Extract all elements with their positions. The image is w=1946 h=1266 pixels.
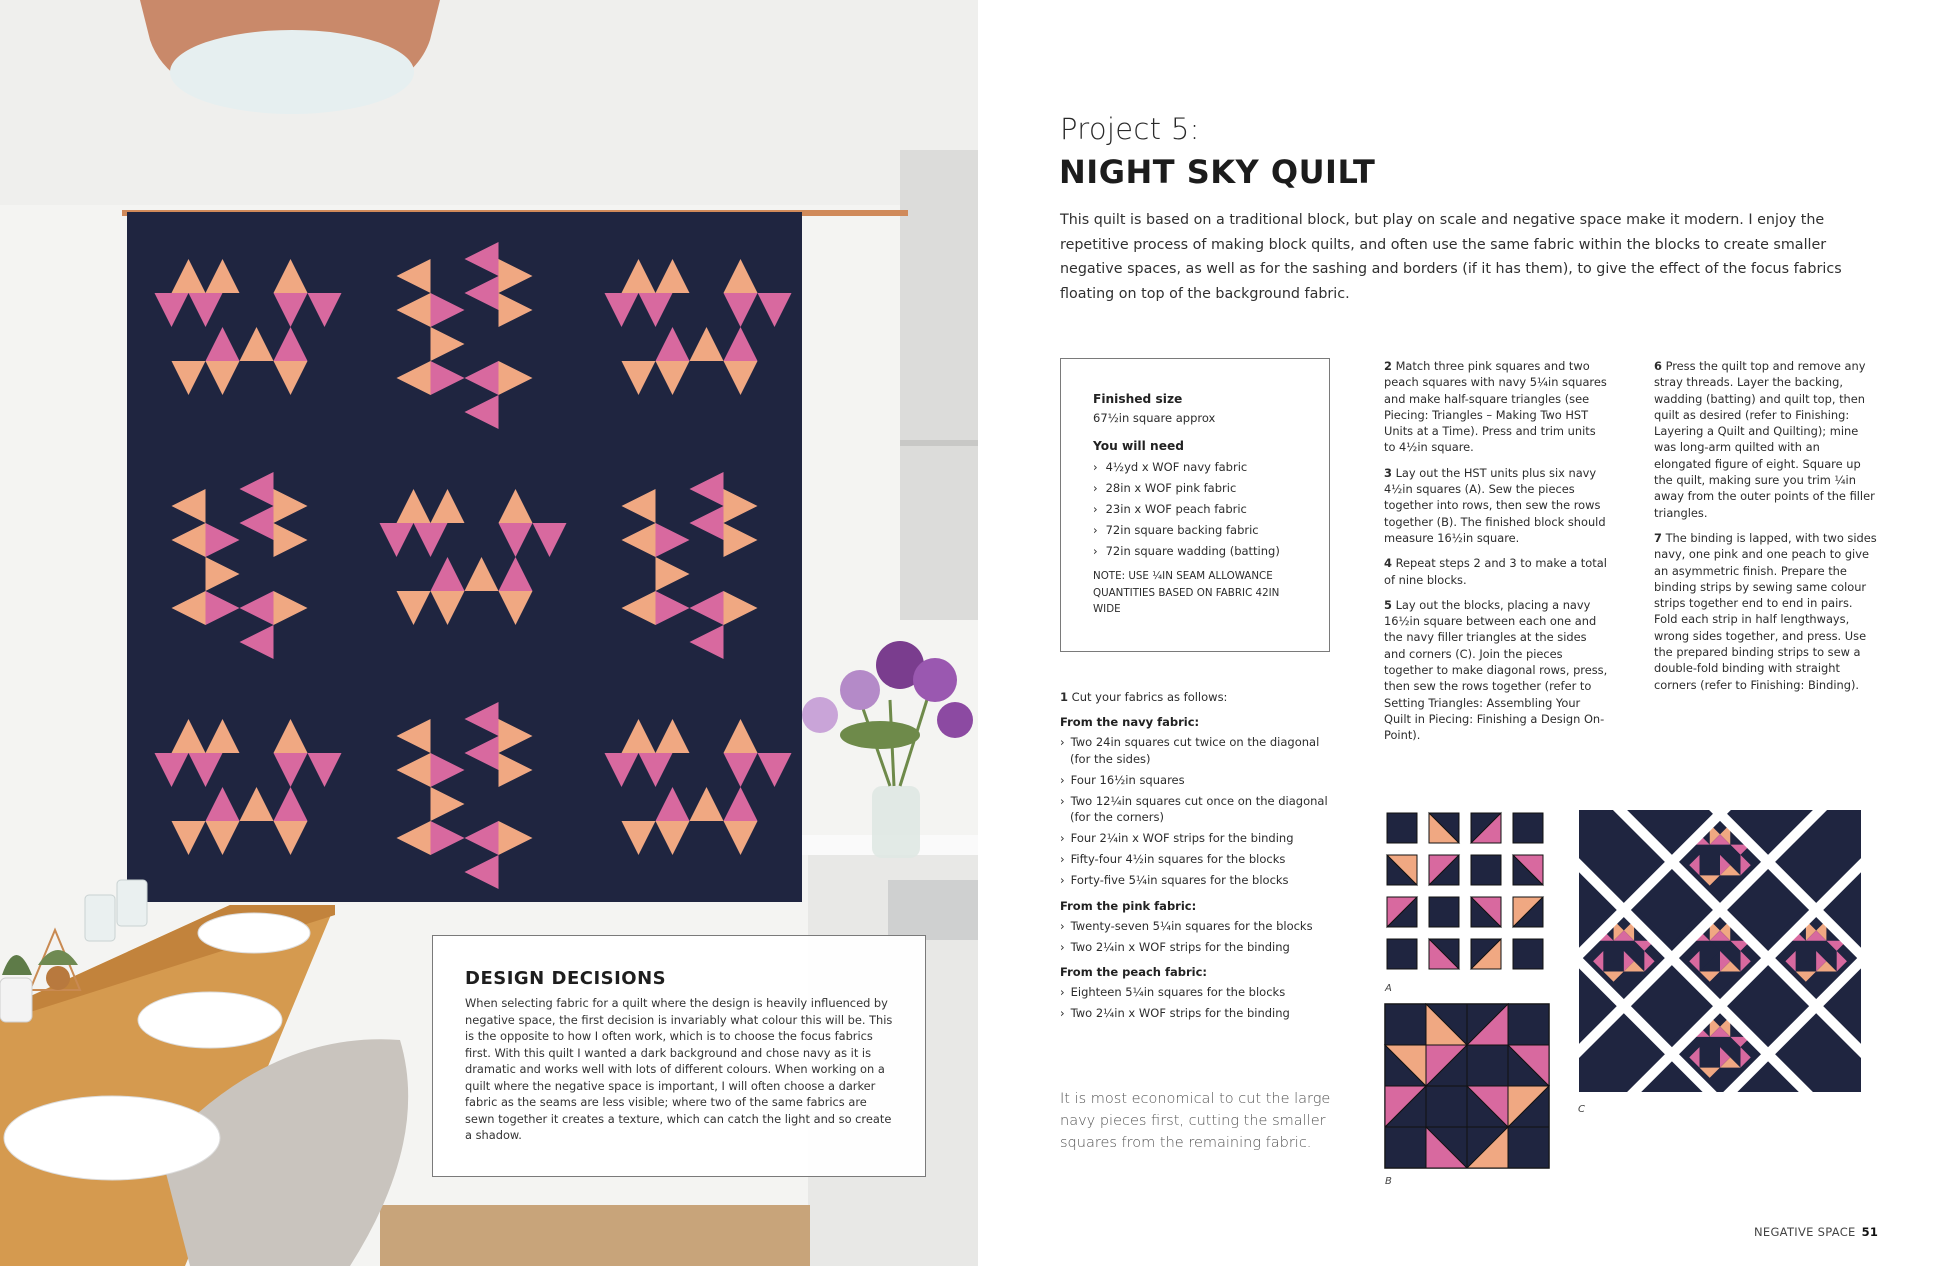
step-5 xyxy=(1384,597,1608,744)
diagram-c-label: C xyxy=(1578,1104,1585,1115)
step-text: Lay out the HST units plus six navy 4½in squares (A). Sew the pieces together into rows, then sew the rows together (B). The finished block should measure 16½in square. xyxy=(1384,465,1606,545)
you-will-need-heading: You will need xyxy=(1093,439,1184,453)
step-number: 6 xyxy=(1654,359,1662,373)
materials-item: › 4½yd x WOF navy fabric xyxy=(1093,457,1329,478)
materials-list xyxy=(1093,457,1329,562)
pink-cut-list xyxy=(1060,918,1340,956)
list-item: › Eighteen 5¼in squares for the blocks xyxy=(1060,984,1340,1001)
step-text: Repeat steps 2 and 3 to make a total of nine blocks. xyxy=(1384,556,1607,587)
block-cell xyxy=(1508,1004,1549,1045)
step-4 xyxy=(1384,555,1608,588)
page-footer xyxy=(1754,1225,1878,1239)
footer-section: NEGATIVE SPACE xyxy=(1754,1225,1856,1239)
step-text: The binding is lapped, with two sides navy, one pink and one peach to give an asymmetric finish. Prepare the binding strips by sewing same colour strips together end to end in pairs. Fold each strip in half lengthways, wrong sides together, and press. Use the prepared binding strips to sew a double-fold binding with straight corners (refer to Finishing: Binding). xyxy=(1654,530,1877,692)
diagram-a xyxy=(1384,810,1554,988)
peach-cut-list xyxy=(1060,984,1340,1022)
list-item: › Two 12¼in squares cut once on the diagonal (for the corners) xyxy=(1060,793,1340,826)
design-decisions-body: When selecting fabric for a quilt where the design is heavily influenced by negative space, the first decision is invariably what colour this will be. This is the opposite to how I often work, which is to choose the focus fabrics first. With this quilt I wanted a dark background and chose navy as it is dramatic and works well with lots of different colours. When working on a quilt where the negative space is important, I will often choose a darker fabric as the seams are less visible; where two of the same fabrics are sewn together it creates a texture, which can catch the light and so create a shadow. xyxy=(465,996,893,1142)
design-decisions-heading: DESIGN DECISIONS xyxy=(465,968,667,989)
step-6 xyxy=(1654,358,1878,521)
pink-heading: From the pink fabric: xyxy=(1060,898,1197,913)
economy-note: It is most economical to cut the large navy pieces first, cutting the smaller squares from the remaining fabric. xyxy=(1060,1091,1331,1151)
materials-item: › 28in x WOF pink fabric xyxy=(1093,478,1329,499)
page-title: NIGHT SKY QUILT xyxy=(1059,153,1376,191)
materials-item: › 23in x WOF peach fabric xyxy=(1093,499,1329,520)
navy-heading: From the navy fabric: xyxy=(1060,715,1200,729)
block-cell xyxy=(1429,897,1459,927)
step-7 xyxy=(1654,530,1878,693)
step-text: Lay out the blocks, placing a navy 16½in square between each one and the navy filler triangles at the sides and corners (C). Join the pieces together to make diagonal rows, press, then sew the rows together (refer to Setting Triangles: Assembling Your Quilt in Piecing: Finishing a Design On-Point). xyxy=(1384,597,1608,743)
block-cell xyxy=(1426,1086,1467,1127)
step-number: 7 xyxy=(1654,530,1662,545)
block-cell xyxy=(1385,1004,1426,1045)
step-number: 1 xyxy=(1060,690,1069,704)
step-text: Cut your fabrics as follows: xyxy=(1071,690,1228,704)
seam-note: NOTE: USE ¼IN SEAM ALLOWANCE QUANTITIES BASED ON FABRIC 42IN WIDE xyxy=(1093,570,1280,615)
block-cell xyxy=(1387,939,1417,969)
block-cell xyxy=(1387,813,1417,843)
step-text: Match three pink squares and two peach squares with navy 5¼in squares and make half-square triangles (see Piecing: Triangles – Making Two HST Units at a Time). Press and trim units to 4½in square. xyxy=(1384,359,1607,455)
steps-column-2 xyxy=(1384,358,1608,753)
diagram-a-label: A xyxy=(1385,983,1392,994)
step-number: 4 xyxy=(1384,556,1392,571)
materials-box xyxy=(1060,358,1330,652)
steps-column-3 xyxy=(1654,358,1878,702)
finished-size-heading: Finished size xyxy=(1093,392,1183,406)
block-cell xyxy=(1471,855,1501,885)
list-item: › Forty-five 5¼in squares for the blocks xyxy=(1060,872,1340,889)
list-item: › Two 24in squares cut twice on the diagonal (for the sides) xyxy=(1060,734,1340,767)
step-number: 3 xyxy=(1384,465,1392,480)
list-item: › Twenty-seven 5¼in squares for the blocks xyxy=(1060,918,1340,935)
project-label: Project 5: xyxy=(1060,112,1200,146)
block-cell xyxy=(1467,1045,1508,1086)
diagram-b-label: B xyxy=(1385,1176,1392,1187)
list-item: › Four 16½in squares xyxy=(1060,772,1340,789)
materials-item: › 72in square backing fabric xyxy=(1093,520,1329,541)
intro-paragraph: This quilt is based on a traditional block, but play on scale and negative space make it modern. I enjoy the repetitive process of making block quilts, and often use the same fabric within the blocks to create smaller negative spaces, as well as for the sashing and borders (if it has them), to give the effect of the focus fabrics floating on top of the background fabric. xyxy=(1060,212,1842,302)
block-cell xyxy=(1385,1127,1426,1168)
step-3 xyxy=(1384,465,1608,546)
step-number: 2 xyxy=(1384,359,1392,373)
navy-cut-list xyxy=(1060,734,1340,889)
list-item: › Fifty-four 4½in squares for the blocks xyxy=(1060,851,1340,868)
diagram-c xyxy=(1577,808,1863,1094)
finished-size-value: 67½in square approx xyxy=(1093,411,1216,425)
list-item: › Two 2¼in x WOF strips for the binding xyxy=(1060,1005,1340,1022)
step-text: Press the quilt top and remove any stray threads. Layer the backing, wadding (batting) and quilt top, then quilt as desired (refer to Finishing: Layering a Quilt and Quilting); mine was long-arm quilted with an elongated figure of eight. Square up the quilt, making sure you trim ¼in away from the outer points of the filler triangles. xyxy=(1654,359,1875,520)
list-item: › Four 2¼in x WOF strips for the binding xyxy=(1060,830,1340,847)
materials-item: › 72in square wadding (batting) xyxy=(1093,541,1329,562)
step-2 xyxy=(1384,358,1608,456)
page-number: 51 xyxy=(1861,1225,1879,1239)
block-cell xyxy=(1513,813,1543,843)
diagram-b xyxy=(1384,1003,1550,1169)
block-cell xyxy=(1508,1127,1549,1168)
step-number: 5 xyxy=(1384,597,1392,612)
block-cell xyxy=(1513,939,1543,969)
list-item: › Two 2¼in x WOF strips for the binding xyxy=(1060,939,1340,956)
step-1 xyxy=(1060,690,1340,1032)
design-decisions-box xyxy=(432,935,926,1177)
peach-heading: From the peach fabric: xyxy=(1060,965,1207,979)
